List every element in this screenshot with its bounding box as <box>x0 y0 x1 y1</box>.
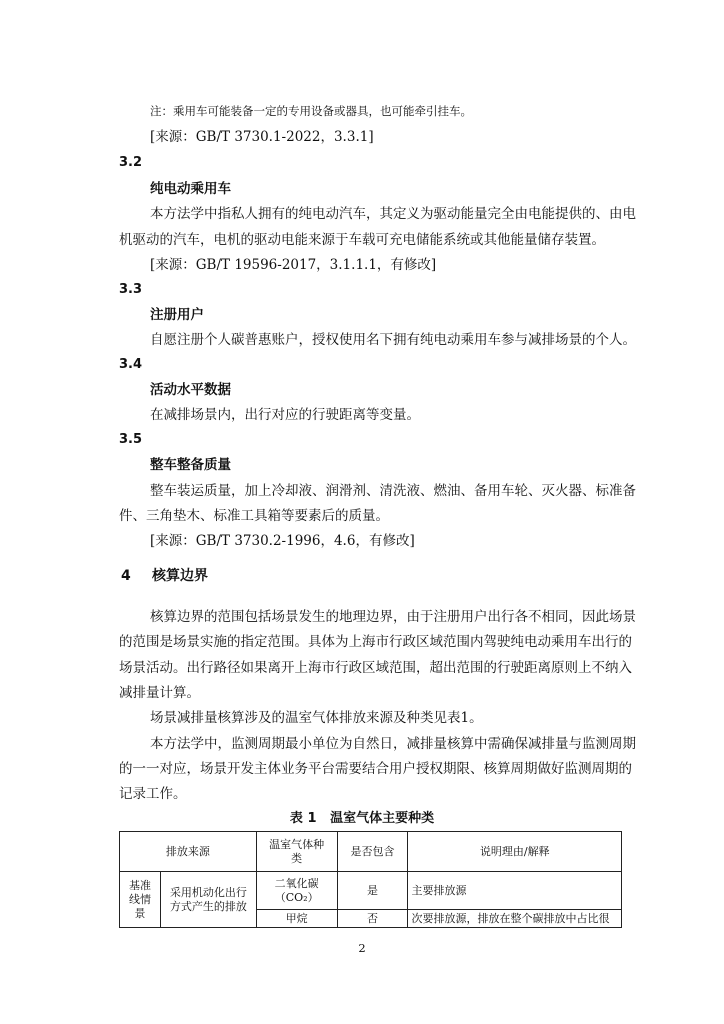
definition-line: 本方法学中指私人拥有的纯电动汽车，其定义为驱动能量完全由电能提供的、由电 <box>150 206 636 222</box>
definition-line: 整车装运质量，加上冷却液、润滑剂、清洗液、燃油、备用车轮、灭火器、标准备 <box>150 483 636 499</box>
paragraph-line: 场景减排量核算涉及的温室气体排放来源及种类见表1。 <box>150 710 483 726</box>
included-cell: 否 <box>337 910 408 928</box>
term-number: 3.4 <box>119 357 143 372</box>
included-cell: 是 <box>337 872 408 910</box>
source-citation: [来源：GB/T 3730.2-1996，4.6，有修改] <box>150 533 415 549</box>
term-number: 3.2 <box>119 155 143 170</box>
definition-line: 在减排场景内，出行对应的行驶距离等变量。 <box>150 407 420 423</box>
header-emission-source: 排放来源 <box>120 832 257 872</box>
definition-line: 自愿注册个人碳普惠账户，授权使用名下拥有纯电动乘用车参与减排场景的个人。 <box>150 332 636 348</box>
emission-source-line: 采用机动化出行 <box>169 885 247 899</box>
term-title: 注册用户 <box>150 307 204 323</box>
header-gas-type-line: 温室气体种 <box>269 837 325 851</box>
section-title: 核算边界 <box>152 568 208 584</box>
term-title: 纯电动乘用车 <box>150 181 231 197</box>
page-number: 2 <box>358 941 366 955</box>
greenhouse-gas-table <box>119 831 622 928</box>
section-number: 4 <box>121 568 131 584</box>
paragraph-line: 场景活动。出行路径如果离开上海市行政区域范围，超出范围的行驶距离原则上不纳入 <box>119 660 632 676</box>
term-title: 整车整备质量 <box>150 457 231 473</box>
header-explanation: 说明理由/解释 <box>408 832 622 872</box>
term-number: 3.5 <box>119 432 143 447</box>
scenario-line: 线情 <box>128 892 151 906</box>
paragraph-line: 核算边界的范围包括场景发生的地理边界，由于注册用户出行各不相同，因此场景 <box>150 609 636 625</box>
emission-source-cell <box>160 872 256 928</box>
scenario-line: 景 <box>134 906 146 920</box>
scenario-cell <box>120 872 161 928</box>
explanation-cell: 次要排放源，排放在整个碳排放中占比很 <box>408 910 622 928</box>
term-title: 活动水平数据 <box>150 382 231 398</box>
explanation-cell: 主要排放源 <box>408 872 622 910</box>
paragraph-line: 减排量计算。 <box>119 685 200 701</box>
gas-cell: 甲烷 <box>256 910 337 928</box>
definition-line: 机驱动的汽车，电机的驱动电能来源于车载可充电储能系统或其他能量储存装置。 <box>119 232 605 248</box>
gas-cell <box>256 872 337 910</box>
gas-line: （CO₂） <box>274 890 319 904</box>
scenario-line: 基准 <box>128 878 151 892</box>
header-gas-type-line: 类 <box>291 851 303 865</box>
table-header-row <box>120 832 622 872</box>
gas-line: 二氧化碳 <box>274 876 319 890</box>
definition-line: 件、三角垫木、标准工具箱等要素后的质量。 <box>119 508 389 524</box>
paragraph-line: 本方法学中，监测周期最小单位为自然日，减排量核算中需确保减排量与监测周期 <box>150 736 636 752</box>
source-citation: [来源：GB/T 19596-2017，3.1.1.1，有修改] <box>150 257 437 273</box>
table-row <box>120 872 622 910</box>
paragraph-line: 记录工作。 <box>119 786 187 802</box>
paragraph-line: 的一一对应，场景开发主体业务平台需要结合用户授权期限、核算周期做好监测周期的 <box>119 761 632 777</box>
note-text: 注：乘用车可能装备一定的专用设备或器具，也可能牵引挂车。 <box>150 104 472 118</box>
header-gas-type <box>256 832 337 872</box>
table-caption: 表 1 温室气体主要种类 <box>289 811 435 826</box>
term-number: 3.3 <box>119 282 143 297</box>
header-included: 是否包含 <box>337 832 408 872</box>
emission-source-line: 方式产生的排放 <box>169 899 247 913</box>
paragraph-line: 的范围是场景实施的指定范围。具体为上海市行政区域范围内驾驶纯电动乘用车出行的 <box>119 634 632 650</box>
source-citation: [来源：GB/T 3730.1-2022，3.3.1] <box>150 129 374 145</box>
